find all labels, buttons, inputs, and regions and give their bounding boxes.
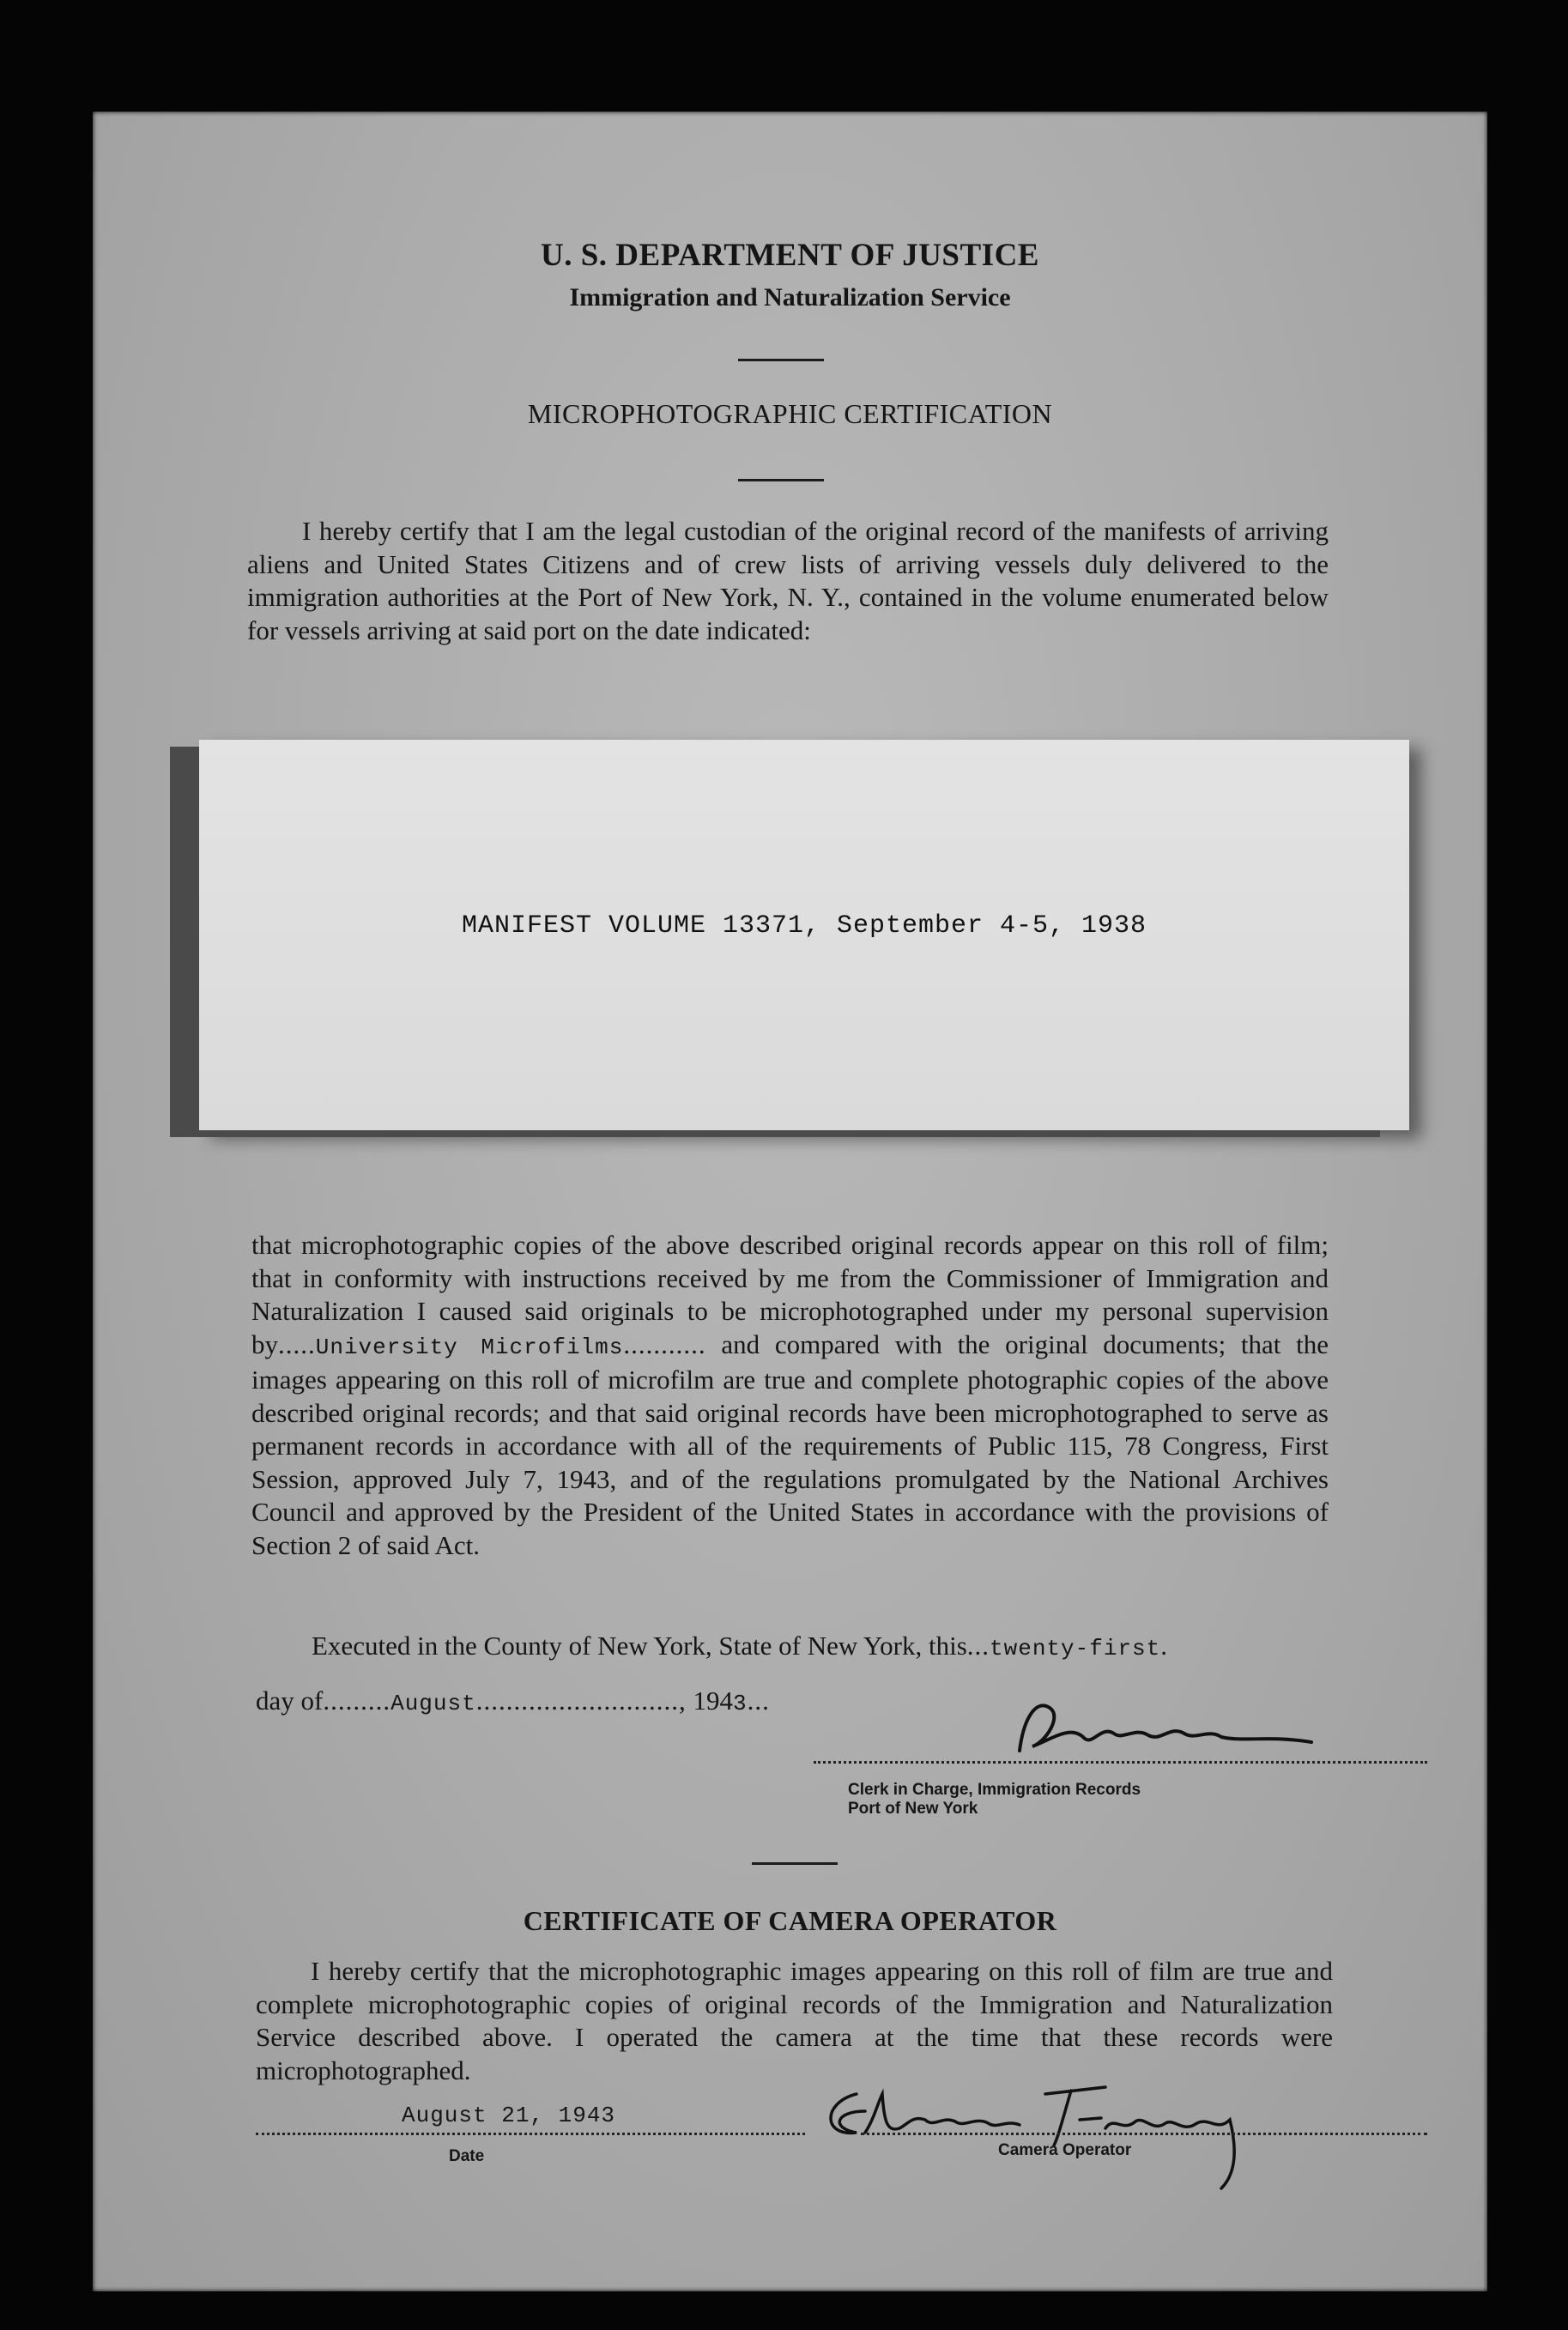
execution-line: Executed in the County of New York, State of New York, this...twenty-first.	[312, 1631, 1168, 1661]
camera-date-value: August 21, 1943	[402, 2103, 616, 2128]
year-prefix: 194	[693, 1685, 733, 1716]
clerk-signature-line	[814, 1761, 1427, 1764]
body-paragraph: that microphotographic copies of the above described original records appear on this roll of film; that in conformity with instructions received by me from the Commissioner of Immigration and Naturalization I caused said originals to be microphotographed under my personal supervision by.....University Microfilms........... and compared with the original documents; that the images appearing on this roll of microfilm are true and complete photographic copies of the above described original records; and that said original records have been microphotographed to serve as permanent records in accordance with all of the requirements of Public 115, 78 Congress, First Session, approved July 7, 1943, and of the regulations promulgated by the National Archives Council and approved by the President of the United States in accordance with the provisions of Section 2 of said Act.	[251, 1230, 1329, 1560]
month-value: August	[390, 1691, 476, 1716]
divider	[738, 359, 824, 361]
volume-label: MANIFEST VOLUME 13371, September 4-5, 1938	[461, 911, 1147, 941]
operator-signature-line	[861, 2133, 1427, 2135]
department-heading: U. S. DEPARTMENT OF JUSTICE	[541, 238, 1039, 273]
camera-operator-paragraph: I hereby certify that the microphotographic images appearing on this roll of film are true and complete microphotographic copies of original records of the Immigration and Naturalization Service described above. I operated the camera at the time that these records were microphotographed.	[256, 1956, 1333, 2085]
body-text-part2: and compared with the original documents; that the images appearing on this roll of microfilm are true and complete photographic copies of the above described original records; and that said original records have been microphotographed to serve as permanent records in accordance with all of the requirements of Public 115, 78 Congress, First Session, approved July 7, 1943, and of the regulations promulgated by the National Archives Council and approved by the President of the United States in accordance with the provisions of Section 2 of said Act.	[251, 1328, 1329, 1560]
certification-title: MICROPHOTOGRAPHIC CERTIFICATION	[527, 398, 1053, 429]
clerk-signature	[985, 1691, 1380, 1768]
executed-text: Executed in the County of New York, State of New York, this	[312, 1631, 967, 1661]
certificate-sheet	[93, 112, 1487, 2291]
clerk-title	[848, 1781, 1141, 1819]
day-value: twenty-first	[990, 1636, 1161, 1661]
supervisor-value: University Microfilms	[315, 1334, 624, 1360]
camera-operator-label: Camera Operator	[998, 2141, 1132, 2159]
date-label: Date	[449, 2147, 485, 2165]
service-subheading: Immigration and Naturalization Service	[569, 283, 1011, 312]
camera-operator-heading: CERTIFICATE OF CAMERA OPERATOR	[523, 1905, 1057, 1936]
intro-paragraph: I hereby certify that I am the legal custodian of the original record of the manifests of arriving aliens and United States Citizens and of crew lists of arriving vessels duly delivered to the immigration authorities at the Port of New York, N. Y., contained in the volume enumerated below for vessels arriving at said port on the date indicated:	[247, 516, 1329, 645]
divider	[738, 479, 824, 481]
day-of-text: day of	[256, 1685, 324, 1716]
date-signature-line	[256, 2133, 805, 2135]
clerk-title-line1: Clerk in Charge, Immigration Records	[848, 1781, 1141, 1799]
date-line: day of.........August..........................., 1943...	[256, 1685, 770, 1716]
divider	[752, 1862, 838, 1865]
body-text-part1: that microphotographic copies of the above described original records appear on this roll of film; that in conformity with instructions received by me from the Commissioner of Immigration and Naturalization I caused said originals to be microphotographed under my personal supervision by	[251, 1230, 1329, 1359]
clerk-title-line2: Port of New York	[848, 1800, 978, 1818]
volume-label-card	[199, 740, 1409, 1130]
year-digit: 3	[732, 1691, 748, 1716]
